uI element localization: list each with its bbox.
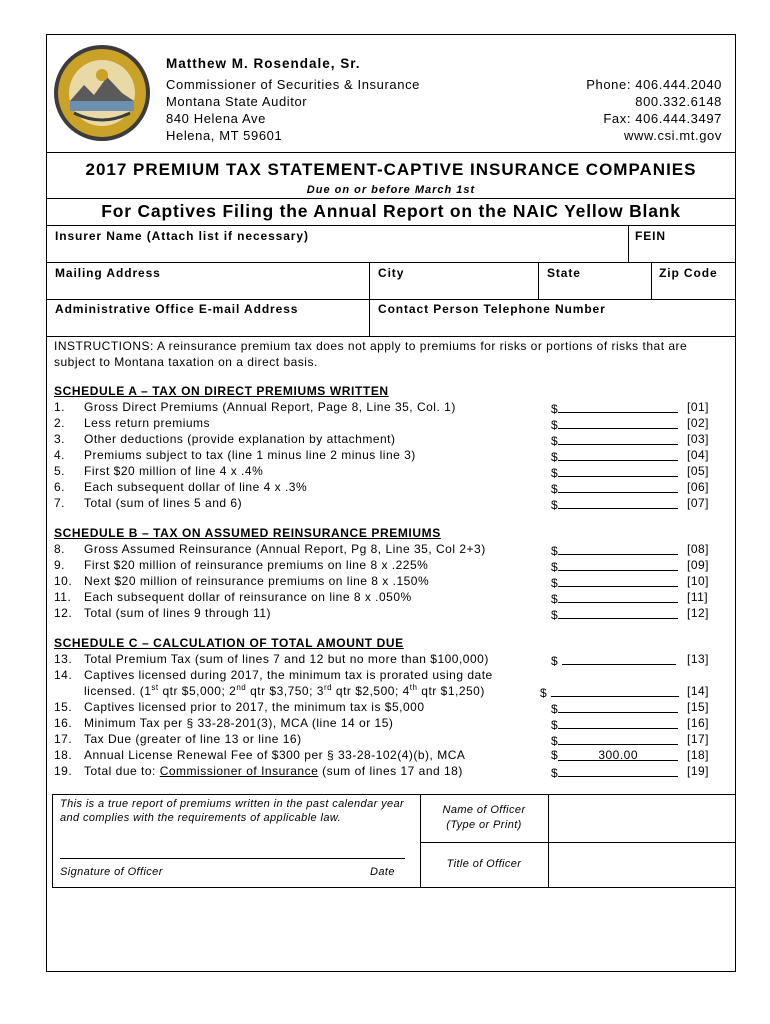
officer-name-label: Name of Officer bbox=[442, 804, 526, 816]
fein-field[interactable] bbox=[635, 244, 730, 260]
line-description: Next $20 million of reinsurance premiums on line 8 x .150% bbox=[84, 574, 430, 588]
divider bbox=[46, 225, 736, 226]
line-13-row bbox=[54, 652, 724, 668]
amount-value bbox=[558, 542, 678, 555]
line-code: [08] bbox=[687, 542, 710, 556]
zip-code-label: Zip Code bbox=[659, 266, 718, 280]
line-number: 3. bbox=[54, 432, 66, 446]
divider bbox=[46, 336, 736, 337]
amount-value bbox=[558, 416, 678, 429]
line-description: Gross Direct Premiums (Annual Report, Page 8, Line 35, Col. 1) bbox=[84, 400, 456, 414]
line-description: Less return premiums bbox=[84, 416, 211, 430]
city-address: Helena, MT 59601 bbox=[166, 128, 283, 143]
amount-field[interactable] bbox=[551, 432, 687, 448]
line-row bbox=[54, 590, 724, 606]
line-number: 19. bbox=[54, 764, 73, 778]
street-address: 840 Helena Ave bbox=[166, 111, 266, 126]
line-code: [01] bbox=[687, 400, 710, 414]
line-code: [07] bbox=[687, 496, 710, 510]
line-number: 15. bbox=[54, 700, 73, 714]
line-number: 13. bbox=[54, 652, 73, 666]
contact-phone-field[interactable] bbox=[378, 317, 728, 333]
amount-field[interactable] bbox=[551, 764, 687, 780]
line-row bbox=[54, 542, 724, 558]
amount-field[interactable] bbox=[551, 416, 687, 432]
amount-field[interactable] bbox=[551, 480, 687, 496]
amount-field[interactable] bbox=[551, 464, 687, 480]
amount-field[interactable] bbox=[551, 574, 687, 590]
officer-name-sublabel: (Type or Print) bbox=[446, 819, 522, 831]
amount-field[interactable] bbox=[551, 400, 687, 416]
divider bbox=[46, 262, 736, 263]
contact-phone-label: Contact Person Telephone Number bbox=[378, 302, 606, 316]
line-row bbox=[54, 606, 724, 622]
line-number: 6. bbox=[54, 480, 66, 494]
signature-line[interactable] bbox=[60, 858, 405, 859]
dollar-sign: $ bbox=[551, 482, 559, 496]
dollar-sign: $ bbox=[540, 686, 548, 700]
office-name: Montana State Auditor bbox=[166, 94, 308, 109]
dollar-sign: $ bbox=[551, 608, 559, 622]
amount-field[interactable] bbox=[551, 748, 687, 762]
line-number: 9. bbox=[54, 558, 66, 572]
dollar-sign: $ bbox=[551, 702, 559, 716]
line-code: [04] bbox=[687, 448, 710, 462]
amount-value bbox=[558, 480, 678, 493]
amount-value bbox=[558, 700, 678, 713]
dollar-sign: $ bbox=[551, 766, 559, 780]
dollar-sign: $ bbox=[551, 576, 559, 590]
amount-value bbox=[558, 590, 678, 603]
commissioner-title: Commissioner of Securities & Insurance bbox=[166, 77, 421, 92]
line-row bbox=[54, 558, 724, 574]
city-field[interactable] bbox=[378, 281, 533, 297]
insurer-name-field[interactable] bbox=[55, 244, 625, 260]
amount-field[interactable] bbox=[551, 558, 687, 574]
amount-value bbox=[558, 574, 678, 587]
line-number: 5. bbox=[54, 464, 66, 478]
zip-code-field[interactable] bbox=[659, 281, 731, 297]
amount-value bbox=[558, 432, 678, 445]
divider bbox=[46, 299, 736, 300]
form-subtitle: For Captives Filing the Annual Report on the NAIC Yellow Blank bbox=[101, 201, 681, 221]
line-row bbox=[54, 496, 724, 512]
line-description: Other deductions (provide explanation by attachment) bbox=[84, 432, 396, 446]
amount-field[interactable] bbox=[551, 732, 687, 748]
amount-field[interactable] bbox=[551, 700, 687, 716]
line-number: 4. bbox=[54, 448, 66, 462]
divider bbox=[651, 262, 652, 299]
dollar-sign: $ bbox=[551, 748, 559, 762]
amount-field[interactable] bbox=[551, 652, 687, 668]
instructions: INSTRUCTIONS: A reinsurance premium tax does not apply to premiums for risks or portions of risks that are subject to Montana taxation on a direct basis. bbox=[54, 339, 688, 369]
line-description: Annual License Renewal Fee of $300 per § 33-28-102(4)(b), MCA bbox=[84, 748, 466, 762]
line-description: Minimum Tax per § 33-28-201(3), MCA (line 14 or 15) bbox=[84, 716, 394, 730]
form-title: 2017 PREMIUM TAX STATEMENT-CAPTIVE INSURANCE COMPANIES bbox=[85, 160, 697, 179]
email-field[interactable] bbox=[55, 317, 365, 333]
fein-label: FEIN bbox=[635, 229, 666, 243]
mailing-address-field[interactable] bbox=[55, 281, 365, 297]
line-number: 14. bbox=[54, 668, 73, 682]
email-label: Administrative Office E-mail Address bbox=[55, 302, 299, 316]
amount-value bbox=[558, 448, 678, 461]
commissioner-name: Matthew M. Rosendale, Sr. bbox=[166, 56, 361, 71]
line-code: [11] bbox=[687, 590, 709, 604]
state-field[interactable] bbox=[547, 281, 647, 297]
line-description: Total (sum of lines 9 through 11) bbox=[84, 606, 272, 620]
divider bbox=[46, 152, 736, 153]
officer-name-field[interactable] bbox=[552, 797, 732, 839]
dollar-sign: $ bbox=[551, 560, 559, 574]
amount-value: 300.00 bbox=[558, 748, 678, 761]
divider bbox=[538, 262, 539, 299]
divider bbox=[548, 794, 549, 888]
line-number: 18. bbox=[54, 748, 73, 762]
line-number: 2. bbox=[54, 416, 66, 430]
due-date-note: Due on or before March 1st bbox=[306, 184, 476, 196]
amount-field[interactable] bbox=[551, 542, 687, 558]
amount-value bbox=[558, 732, 678, 745]
line-number: 8. bbox=[54, 542, 66, 556]
city-label: City bbox=[378, 266, 405, 280]
line-description: Total Premium Tax (sum of lines 7 and 12 but no more than $100,000) bbox=[84, 652, 489, 666]
certification-statement: This is a true report of premiums written in the past calendar year and complies with the requirements of applicable law. bbox=[60, 798, 405, 824]
line-code: [09] bbox=[687, 558, 710, 572]
line-number: 7. bbox=[54, 496, 66, 510]
dollar-sign: $ bbox=[551, 434, 559, 448]
line-number: 11. bbox=[54, 590, 72, 604]
line-row bbox=[54, 732, 724, 748]
divider bbox=[420, 842, 736, 843]
line-code: [18] bbox=[687, 748, 710, 762]
website: www.csi.mt.gov bbox=[624, 128, 722, 143]
dollar-sign: $ bbox=[551, 544, 559, 558]
phone-number: Phone: 406.444.2040 bbox=[586, 77, 722, 92]
line-row bbox=[54, 432, 724, 448]
line-number: 10. bbox=[54, 574, 73, 588]
line-code: [16] bbox=[687, 716, 710, 730]
line-number: 16. bbox=[54, 716, 73, 730]
state-seal-logo bbox=[52, 43, 152, 143]
mailing-address-label: Mailing Address bbox=[55, 266, 161, 280]
dollar-sign: $ bbox=[551, 418, 559, 432]
line-code: [03] bbox=[687, 432, 710, 446]
amount-field[interactable] bbox=[551, 606, 687, 622]
line-code: [14] bbox=[687, 684, 710, 698]
amount-value bbox=[558, 716, 678, 729]
insurer-name-label: Insurer Name (Attach list if necessary) bbox=[55, 229, 309, 243]
line-row bbox=[54, 400, 724, 416]
line-description: Captives licensed during 2017, the minimum tax is prorated using date bbox=[84, 668, 493, 682]
fax-number: Fax: 406.444.3497 bbox=[603, 111, 722, 126]
amount-field[interactable] bbox=[551, 496, 687, 512]
line-description: Gross Assumed Reinsurance (Annual Report, Pg 8, Line 35, Col 2+3) bbox=[84, 542, 486, 556]
line-description-continued: licensed. (1st qtr $5,000; 2nd qtr $3,750; 3rd qtr $2,500; 4th qtr $1,250) bbox=[84, 683, 485, 698]
amount-value bbox=[558, 606, 678, 619]
line-row bbox=[54, 748, 724, 764]
line-number: 1. bbox=[54, 400, 66, 414]
line-number: 17. bbox=[54, 732, 73, 746]
line-row bbox=[54, 448, 724, 464]
amount-field[interactable] bbox=[551, 590, 687, 606]
dollar-sign: $ bbox=[551, 402, 559, 416]
line-description: Each subsequent dollar of reinsurance on line 8 x .050% bbox=[84, 590, 412, 604]
line-19-row bbox=[54, 764, 724, 780]
line-code: [17] bbox=[687, 732, 710, 746]
schedule-a-heading: SCHEDULE A – TAX ON DIRECT PREMIUMS WRITTEN bbox=[54, 384, 389, 398]
line-description: Tax Due (greater of line 13 or line 16) bbox=[84, 732, 302, 746]
line-description: Captives licensed prior to 2017, the minimum tax is $5,000 bbox=[84, 700, 425, 714]
line-number: 12. bbox=[54, 606, 73, 620]
line-description: Each subsequent dollar of line 4 x .3% bbox=[84, 480, 308, 494]
amount-field[interactable] bbox=[540, 684, 687, 700]
line-row bbox=[54, 574, 724, 590]
line-code: [06] bbox=[687, 480, 710, 494]
divider bbox=[628, 225, 629, 262]
dollar-sign: $ bbox=[551, 734, 559, 748]
line-code: [10] bbox=[687, 574, 710, 588]
date-label: Date bbox=[370, 866, 395, 878]
line-row bbox=[54, 416, 724, 432]
divider bbox=[46, 198, 736, 199]
line-code: [02] bbox=[687, 416, 710, 430]
amount-value bbox=[558, 400, 678, 413]
dollar-sign: $ bbox=[551, 450, 559, 464]
dollar-sign: $ bbox=[551, 718, 559, 732]
schedule-c-heading: SCHEDULE C – CALCULATION OF TOTAL AMOUNT DUE bbox=[54, 636, 404, 650]
amount-value bbox=[558, 464, 678, 477]
dollar-sign: $ bbox=[551, 466, 559, 480]
line-code: [15] bbox=[687, 700, 710, 714]
signature-label: Signature of Officer bbox=[60, 866, 163, 878]
amount-value bbox=[558, 558, 678, 571]
line-description: Premiums subject to tax (line 1 minus line 2 minus line 3) bbox=[84, 448, 416, 462]
line-row bbox=[54, 700, 724, 716]
line-code: [19] bbox=[687, 764, 710, 778]
toll-free-number: 800.332.6148 bbox=[635, 94, 722, 109]
dollar-sign: $ bbox=[551, 498, 559, 512]
line-description: Total (sum of lines 5 and 6) bbox=[84, 496, 243, 510]
amount-field[interactable] bbox=[551, 716, 687, 732]
line-row bbox=[54, 716, 724, 732]
line-code: [05] bbox=[687, 464, 710, 478]
line-14-continued bbox=[54, 684, 724, 700]
line-description: First $20 million of reinsurance premiums on line 8 x .225% bbox=[84, 558, 429, 572]
line-description: Total due to: Commissioner of Insurance (sum of lines 17 and 18) bbox=[84, 764, 463, 778]
line-code: [12] bbox=[687, 606, 710, 620]
officer-title-label: Title of Officer bbox=[446, 858, 522, 870]
schedule-b-heading: SCHEDULE B – TAX ON ASSUMED REINSURANCE PREMIUMS bbox=[54, 526, 441, 540]
line-row bbox=[54, 464, 724, 480]
amount-value bbox=[558, 496, 678, 509]
line-description: First $20 million of line 4 x .4% bbox=[84, 464, 264, 478]
dollar-sign: $ bbox=[551, 654, 559, 668]
line-row bbox=[54, 480, 724, 496]
officer-title-field[interactable] bbox=[552, 846, 732, 884]
dollar-sign: $ bbox=[551, 592, 559, 606]
state-label: State bbox=[547, 266, 581, 280]
amount-field[interactable] bbox=[551, 448, 687, 464]
line-code: [13] bbox=[687, 652, 710, 666]
line-14-row bbox=[54, 668, 724, 684]
